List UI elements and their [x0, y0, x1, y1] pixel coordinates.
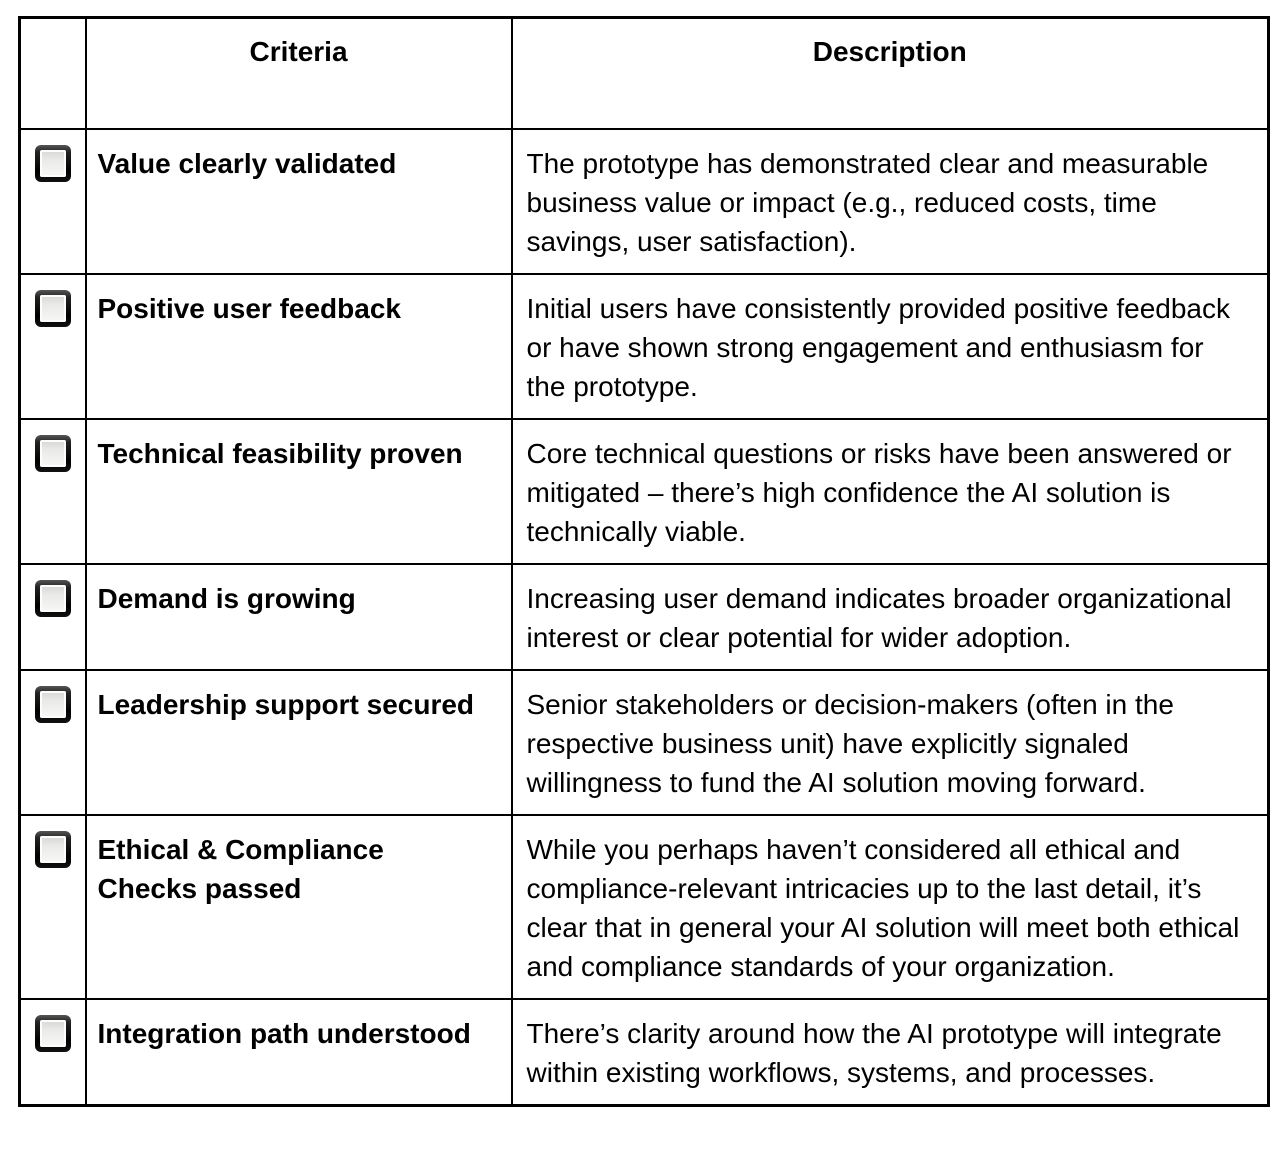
description-text: Core technical questions or risks have been answered or mitigated – there’s high confidence the AI solution is technically viable. — [526, 437, 1232, 547]
criteria-label: Ethical & Compliance Checks passed — [97, 833, 384, 904]
criteria-cell — [86, 419, 512, 564]
unchecked-checkbox-icon[interactable] — [35, 686, 71, 723]
criteria-label: Technical feasibility proven — [97, 437, 463, 469]
criteria-cell — [86, 274, 512, 419]
criteria-label: Value clearly validated — [97, 147, 397, 179]
description-text: Initial users have consistently provided positive feedback or have shown strong engagement and enthusiasm for the prototype. — [526, 292, 1230, 402]
checkbox-column-header — [20, 18, 86, 129]
description-text: There’s clarity around how the AI prototype will integrate within existing workflows, systems, and processes. — [526, 1017, 1222, 1088]
criteria-cell — [86, 564, 512, 670]
criteria-table — [18, 16, 1270, 1107]
table-row — [20, 274, 1269, 419]
criteria-cell — [86, 999, 512, 1106]
unchecked-checkbox-icon[interactable] — [35, 290, 71, 327]
table-row — [20, 670, 1269, 815]
unchecked-checkbox-icon[interactable] — [35, 831, 71, 868]
description-cell — [512, 419, 1269, 564]
checkbox-cell — [20, 419, 86, 564]
checkbox-cell — [20, 274, 86, 419]
criteria-label: Leadership support secured — [97, 688, 475, 720]
checkbox-face — [40, 691, 66, 718]
checkbox-cell — [20, 564, 86, 670]
criteria-cell — [86, 670, 512, 815]
criteria-table-body — [20, 129, 1269, 1106]
checkbox-face — [40, 585, 66, 612]
criteria-label: Demand is growing — [97, 582, 356, 614]
criteria-label: Positive user feedback — [97, 292, 401, 324]
table-row — [20, 419, 1269, 564]
description-column-header: Description — [512, 18, 1269, 129]
unchecked-checkbox-icon[interactable] — [35, 580, 71, 617]
criteria-label: Integration path understood — [97, 1017, 471, 1049]
table-row — [20, 999, 1269, 1106]
description-cell — [512, 999, 1269, 1106]
unchecked-checkbox-icon[interactable] — [35, 145, 71, 182]
criteria-column-header: Criteria — [86, 18, 512, 129]
description-text: While you perhaps haven’t considered all ethical and compliance-relevant intricacies up to the last detail, it’s clear that in general your AI solution will meet both ethical and compliance standards of your organization. — [526, 833, 1240, 982]
description-text: Senior stakeholders or decision-makers (often in the respective business unit) have explicitly signaled willingness to fund the AI solution moving forward. — [526, 688, 1174, 798]
description-cell — [512, 564, 1269, 670]
checkbox-face — [40, 150, 66, 177]
unchecked-checkbox-icon[interactable] — [35, 1015, 71, 1052]
description-cell — [512, 129, 1269, 274]
table-row — [20, 564, 1269, 670]
description-cell — [512, 815, 1269, 999]
unchecked-checkbox-icon[interactable] — [35, 435, 71, 472]
checkbox-cell — [20, 670, 86, 815]
checkbox-face — [40, 1020, 66, 1047]
table-row — [20, 129, 1269, 274]
checkbox-cell — [20, 129, 86, 274]
checkbox-cell — [20, 999, 86, 1106]
checkbox-face — [40, 836, 66, 863]
checkbox-cell — [20, 815, 86, 999]
description-text: The prototype has demonstrated clear and measurable business value or impact (e.g., reduced costs, time savings, user satisfaction). — [526, 147, 1209, 257]
criteria-cell — [86, 815, 512, 999]
checkbox-face — [40, 295, 66, 322]
criteria-cell — [86, 129, 512, 274]
checkbox-face — [40, 440, 66, 467]
header-row — [20, 18, 1269, 129]
description-cell — [512, 670, 1269, 815]
description-cell — [512, 274, 1269, 419]
description-text: Increasing user demand indicates broader organizational interest or clear potential for wider adoption. — [526, 582, 1232, 653]
table-row — [20, 815, 1269, 999]
